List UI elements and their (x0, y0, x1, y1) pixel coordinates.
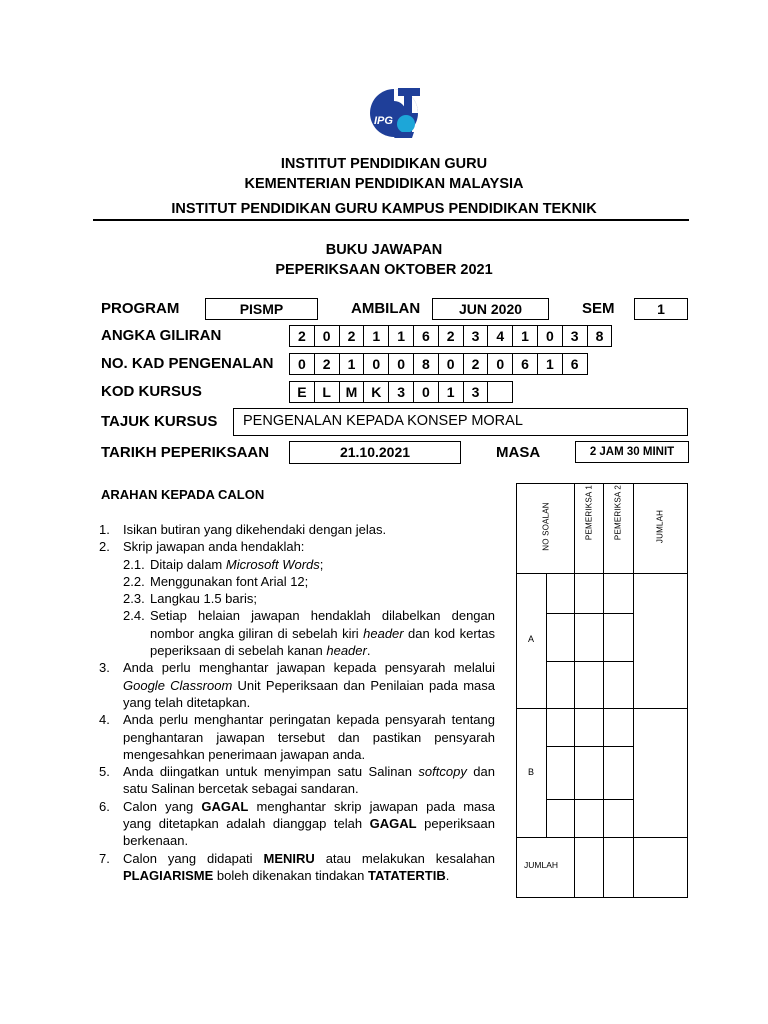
instruction-text: Anda perlu menghantar jawapan kepada pensyarah melalui (123, 660, 495, 676)
instruction-text: menghantar skrip jawapan pada masa yang ditetapkan adalah dianggap telah (123, 798, 495, 832)
digit-cell[interactable]: 2 (339, 325, 365, 347)
ministry-name: KEMENTERIAN PENDIDIKAN MALAYSIA (244, 176, 524, 192)
digit-cell[interactable]: 1 (339, 353, 365, 375)
col-header-pemeriksa-1: PEMERIKSA 1 (584, 484, 594, 541)
row-jumlah-label: JUMLAH (524, 860, 559, 870)
instruction-text: Anda perlu menghantar peringatan kepada pensyarah tentang penghantaran jawapan tersebut dan pastikan pensyarah mengesahkan penerimaan jawapan anda. (123, 712, 495, 762)
tajuk-kursus-field[interactable]: PENGENALAN KEPADA KONSEP MORAL (233, 408, 688, 436)
table-line (633, 484, 634, 897)
col-header-jumlah: JUMLAH (655, 509, 665, 544)
digit-cell[interactable]: 0 (388, 353, 414, 375)
code-cell[interactable]: 3 (388, 381, 414, 403)
instruction-text: . (366, 643, 371, 659)
code-cell[interactable] (487, 381, 513, 403)
instruction-subitem (99, 607, 495, 659)
sem-label: SEM (582, 300, 615, 317)
instruction-item (99, 763, 495, 798)
institute-name: INSTITUT PENDIDIKAN GURU (280, 156, 488, 172)
instruction-subnumber: 2.1. (123, 556, 145, 572)
instruction-text: Menggunakan font Arial 12; (150, 573, 309, 589)
col-header-no-soalan: NO SOALAN (541, 502, 551, 551)
tajuk-kursus-label: TAJUK KURSUS (101, 413, 218, 430)
instruction-number: 4. (99, 712, 110, 728)
sem-field[interactable]: 1 (634, 298, 688, 320)
instruction-item (99, 538, 495, 555)
instruction-number: 7. (99, 850, 110, 866)
digit-cell[interactable]: 1 (537, 353, 563, 375)
instruction-emphasis: header (363, 625, 404, 641)
table-line (517, 837, 687, 838)
digit-cell[interactable]: 8 (413, 353, 439, 375)
digit-cell[interactable]: 4 (487, 325, 513, 347)
instructions-list (99, 521, 495, 884)
marking-table (516, 483, 688, 898)
section-a-label: A (528, 634, 535, 644)
table-line (546, 573, 547, 708)
exam-title: PEPERIKSAAN OKTOBER 2021 (275, 262, 493, 278)
section-b-label: B (528, 767, 535, 777)
instruction-item (99, 659, 495, 711)
code-cell[interactable]: 3 (463, 381, 489, 403)
digit-cell[interactable]: 2 (289, 325, 315, 347)
digit-cell[interactable]: 3 (562, 325, 588, 347)
instruction-emphasis: header (326, 643, 367, 659)
instruction-number: 6. (99, 798, 110, 814)
digit-cell[interactable]: 0 (487, 353, 513, 375)
instruction-strong: PLAGIARISME (123, 867, 214, 883)
program-field[interactable]: PISMP (205, 298, 318, 320)
angka-giliran-label: ANGKA GILIRAN (101, 327, 222, 344)
instruction-subitem (99, 556, 495, 573)
program-label: PROGRAM (101, 300, 180, 317)
instruction-number: 5. (99, 764, 110, 780)
tarikh-field[interactable]: 21.10.2021 (289, 441, 461, 464)
instruction-item (99, 711, 495, 763)
digit-cell[interactable]: 6 (512, 353, 538, 375)
instruction-emphasis: Google Classroom (123, 677, 233, 693)
instruction-subnumber: 2.3. (123, 591, 145, 607)
instruction-strong: TATATERTIB (367, 867, 446, 883)
code-cell[interactable]: K (363, 381, 389, 403)
angka-giliran-field[interactable] (289, 325, 612, 347)
ambilan-field[interactable]: JUN 2020 (432, 298, 549, 320)
instruction-text: Skrip jawapan anda hendaklah: (123, 539, 305, 555)
digit-cell[interactable]: 1 (363, 325, 389, 347)
table-line (546, 708, 547, 837)
ipg-logo (368, 86, 420, 144)
instruction-text: Ditaip dalam (150, 556, 226, 572)
digit-cell[interactable]: 3 (463, 325, 489, 347)
table-line (546, 661, 634, 662)
col-header-pemeriksa-2: PEMERIKSA 2 (613, 484, 623, 541)
instruction-text: Setiap helaian jawapan hendaklah dilabelkan dengan nombor angka giliran di sebelah kiri (150, 608, 495, 641)
instruction-text: Langkau 1.5 baris; (150, 591, 257, 607)
instruction-text: . (445, 867, 450, 883)
digit-cell[interactable]: 0 (537, 325, 563, 347)
instruction-item (99, 521, 495, 538)
instruction-text: ; (319, 556, 324, 572)
instruction-text: Calon yang (123, 798, 202, 814)
instruction-text: dan kod kertas peperiksaan di sebelah kanan (150, 625, 495, 659)
instruction-number: 2. (99, 539, 110, 555)
instruction-text: peperiksaan berkenaan. (123, 816, 495, 849)
digit-cell[interactable]: 0 (289, 353, 315, 375)
table-line (546, 613, 634, 614)
code-cell[interactable]: M (339, 381, 365, 403)
digit-cell[interactable]: 1 (512, 325, 538, 347)
instruction-emphasis: softcopy (418, 764, 467, 780)
digit-cell[interactable]: 2 (314, 353, 340, 375)
instruction-subnumber: 2.2. (123, 573, 145, 589)
code-cell[interactable]: E (289, 381, 315, 403)
instruction-number: 1. (99, 522, 110, 537)
instruction-subnumber: 2.4. (123, 608, 145, 624)
table-line (603, 484, 604, 897)
digit-cell[interactable]: 6 (413, 325, 439, 347)
table-line (546, 746, 634, 747)
digit-cell[interactable]: 0 (314, 325, 340, 347)
campus-name: INSTITUT PENDIDIKAN GURU KAMPUS PENDIDIKAN TEKNIK (171, 201, 597, 217)
code-cell[interactable]: L (314, 381, 340, 403)
instructions-heading: ARAHAN KEPADA CALON (101, 487, 265, 502)
instruction-subitem (99, 573, 495, 590)
code-cell[interactable]: 0 (413, 381, 439, 403)
instruction-text: Unit Peperiksaan dan Penilaian pada masa yang telah ditetapkan. (123, 677, 496, 710)
masa-label: MASA (496, 444, 541, 461)
table-line (517, 708, 687, 709)
instruction-emphasis: Microsoft Words (225, 556, 320, 572)
masa-field[interactable]: 2 JAM 30 MINIT (575, 441, 689, 463)
kod-kursus-field[interactable] (289, 381, 513, 403)
instruction-text: boleh dikenakan tindakan (213, 867, 368, 883)
svg-text:IPG: IPG (374, 115, 393, 127)
digit-cell[interactable]: 2 (438, 325, 464, 347)
digit-cell[interactable]: 0 (363, 353, 389, 375)
kad-pengenalan-label: NO. KAD PENGENALAN (101, 355, 274, 372)
ipg-logo-graphic (368, 86, 420, 144)
table-line (546, 799, 634, 800)
instruction-strong: MENIRU (263, 850, 315, 866)
instruction-text: Calon yang didapati (123, 850, 264, 866)
digit-cell[interactable]: 2 (463, 353, 489, 375)
tarikh-label: TARIKH PEPERIKSAAN (101, 444, 270, 461)
instruction-item (99, 850, 495, 885)
table-line (574, 484, 575, 897)
instruction-text: atau melakukan kesalahan (314, 850, 495, 866)
digit-cell[interactable]: 0 (438, 353, 464, 375)
instruction-strong: GAGAL (369, 816, 417, 832)
instruction-item (99, 798, 495, 850)
header-divider (93, 219, 689, 221)
instruction-text: Isikan butiran yang dikehendaki dengan jelas. (123, 522, 387, 537)
document-title: BUKU JAWAPAN (325, 242, 443, 258)
kod-kursus-label: KOD KURSUS (101, 383, 202, 400)
instruction-strong: GAGAL (201, 798, 249, 814)
instruction-text: dan satu Salinan bercetak sebagai sandaran. (123, 764, 495, 797)
digit-cell[interactable]: 8 (587, 325, 613, 347)
code-cell[interactable]: 1 (438, 381, 464, 403)
kad-pengenalan-field[interactable] (289, 353, 588, 375)
ambilan-label: AMBILAN (351, 300, 421, 317)
instruction-number: 3. (99, 660, 110, 676)
instruction-text: Anda diingatkan untuk menyimpan satu Salinan (123, 764, 419, 780)
digit-cell[interactable]: 1 (388, 325, 414, 347)
instruction-subitem (99, 590, 495, 607)
table-line (517, 573, 687, 574)
digit-cell[interactable]: 6 (562, 353, 588, 375)
